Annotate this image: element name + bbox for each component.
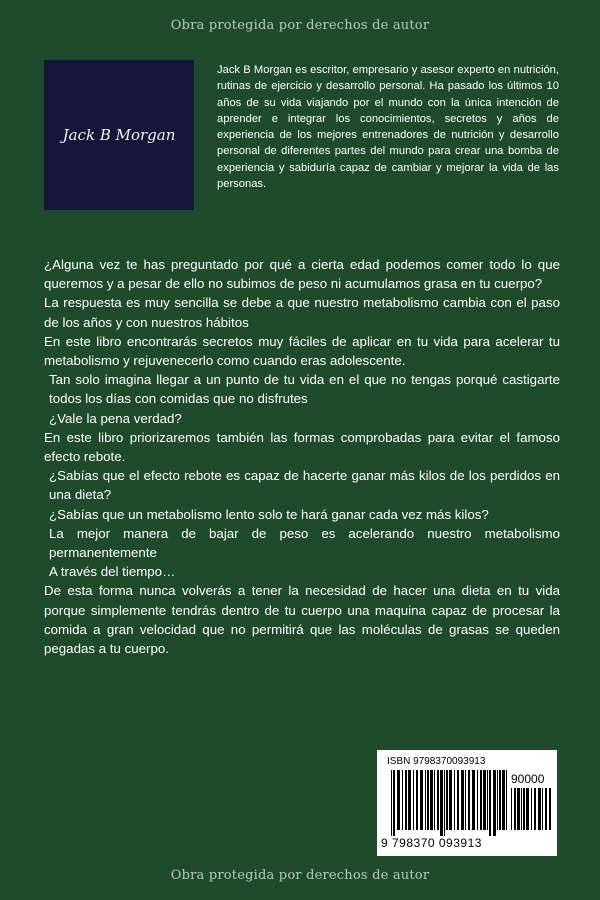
paragraph-best-way: La mejor manera de bajar de peso es acelerando nuestro metabolismo permanentemente: [49, 525, 560, 561]
author-bio: Jack B Morgan es escritor, empresario y asesor experto en nutrición, rutinas de ejercicio y desarrollo personal. Ha pasado los últimos 10 años de su vida viajando por el mundo con la única intención de aprender e integrar los conocimientos, secretos y años de experiencia de los mejores entrenadores de nutrición y desarrollo personal de diferentes partes del mundo para crear una bomba de experiencia y sabiduría capaz de cambiar y mejorar la vida de las personas.: [217, 64, 559, 191]
barcode-bar: [487, 770, 488, 830]
barcode-bar: [523, 788, 525, 830]
barcode-bar: [425, 770, 426, 830]
barcode-bar: [526, 788, 529, 830]
barcode-bar: [405, 770, 407, 830]
barcode-bar: [534, 788, 536, 830]
barcode-bar: [542, 788, 543, 830]
barcode-bar: [457, 770, 459, 830]
isbn-label: ISBN 9798370093913: [387, 756, 486, 767]
author-photo-caption: Jack B Morgan: [62, 126, 176, 144]
back-cover-description: [44, 255, 560, 658]
barcode-bar: [517, 788, 520, 830]
paragraph-did-you-know-1: ¿Sabías que el efecto rebote es capaz de hacerte ganar más kilos de los perdidos en una dieta?: [49, 468, 560, 503]
barcode-bar: [499, 770, 501, 830]
paragraph-imagine: Tan solo imagina llegar a un punto de tu vida en el que no tengas porqué castigarte todos los días con comidas que no disfrutes: [49, 372, 560, 407]
barcode-bar: [444, 770, 445, 836]
isbn-barcode: [377, 750, 557, 856]
barcode-bar: [514, 788, 516, 830]
price-code: 90000: [511, 772, 545, 786]
barcode-bar: [416, 770, 418, 830]
barcode-bar: [446, 770, 448, 830]
barcode-bar: [468, 770, 470, 830]
copyright-watermark-top: Obra protegida por derechos de autor: [170, 18, 430, 33]
barcode-bar: [393, 770, 395, 836]
barcode-bar: [454, 770, 455, 830]
paragraph-rebound-effect: En este libro priorizaremos también las formas comprobadas para evitar el famoso efecto rebote.: [44, 429, 560, 465]
barcode-bar: [480, 770, 482, 830]
barcode-bar: [408, 770, 411, 830]
paragraph-over-time: A través del tiempo…: [49, 564, 176, 580]
barcode-bar: [531, 788, 532, 830]
paragraph-worth-it: ¿Vale la pena verdad?: [49, 410, 182, 426]
barcode-bar: [402, 770, 403, 830]
price-barcode-bars: [511, 788, 551, 836]
copyright-watermark-bottom: Obra protegida por derechos de autor: [170, 868, 430, 883]
barcode-bars: [391, 770, 507, 836]
barcode-bar: [502, 770, 505, 830]
barcode-bar: [521, 788, 522, 830]
paragraph-did-you-know-2: ¿Sabías que un metabolismo lento solo te hará ganar cada vez más kilos?: [49, 506, 489, 522]
barcode-bar: [461, 770, 464, 830]
barcode-bar: [506, 770, 507, 830]
barcode-bar: [472, 770, 475, 830]
barcode-bar: [489, 770, 491, 836]
barcode-bar: [437, 770, 439, 830]
paragraph-conclusion: De esta forma nunca volverás a tener la necesidad de hacer una dieta en tu vida porque simplemente tendrás dentro de tu cuerpo una maquina capaz de procesar la comida a gran velocidad que no permitirá que las moléculas de grasas se queden pegadas a tu cuerpo.: [44, 583, 560, 657]
barcode-digits: 9 798370 093913: [381, 836, 482, 850]
barcode-bar: [538, 788, 541, 830]
barcode-bar: [397, 770, 400, 830]
barcode-bar: [549, 788, 551, 830]
barcode-bar: [391, 770, 392, 836]
barcode-bar: [449, 770, 452, 830]
paragraph-answer: La respuesta es muy sencilla se debe a que nuestro metabolismo cambia con el paso de los años y con nuestros hábitos: [44, 295, 560, 330]
paragraph-book-promise: En este libro encontrarás secretos muy fáciles de aplicar en tu vida para acelerar tu metabolismo y rejuvenecerlo como cuando eras adolescente.: [44, 333, 560, 369]
barcode-bar: [511, 788, 512, 830]
barcode-bar: [493, 770, 496, 836]
barcode-bar: [413, 770, 414, 830]
barcode-bar: [440, 770, 443, 836]
barcode-bar: [477, 770, 478, 830]
barcode-bar: [427, 770, 429, 830]
barcode-bar: [430, 770, 433, 830]
paragraph-question-intro: ¿Alguna vez te has preguntado por qué a cierta edad podemos comer todo lo que queremos y a pesar de ello no subimos de peso ni acumulamos grasa en tu cuerpo?: [44, 257, 560, 292]
barcode-bar: [434, 770, 435, 830]
barcode-bar: [497, 770, 498, 830]
barcode-bar: [483, 770, 486, 830]
barcode-bar: [465, 770, 466, 830]
barcode-bar: [420, 770, 423, 830]
barcode-bar: [545, 788, 547, 830]
author-photo: [44, 60, 194, 210]
